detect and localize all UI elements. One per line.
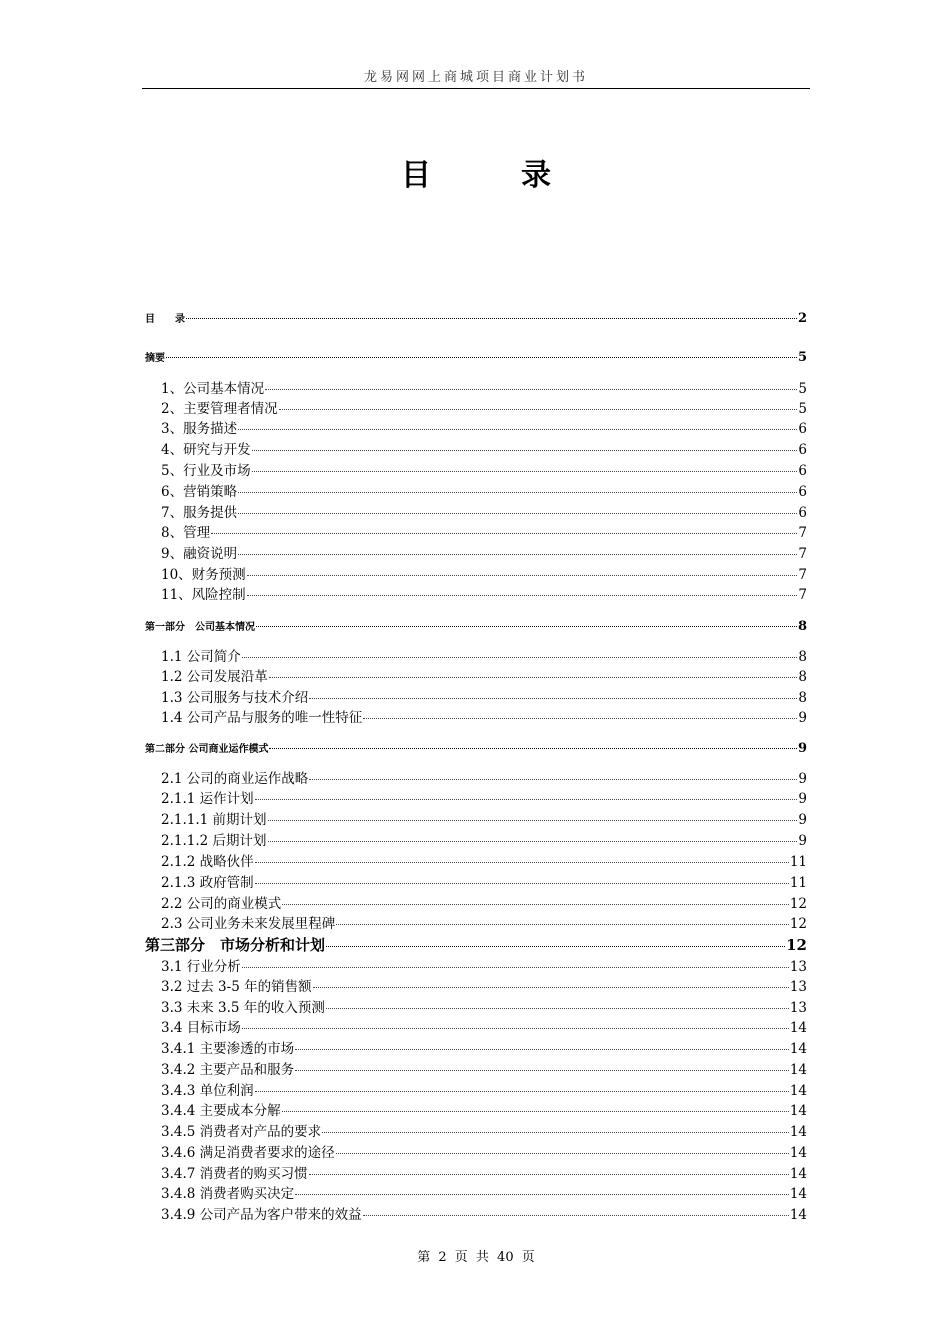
- toc-leader-dots: [295, 1194, 789, 1195]
- toc-entry-page: 8: [797, 619, 807, 634]
- toc-entry-page: 8: [798, 649, 807, 665]
- toc-entry[interactable]: [161, 483, 807, 501]
- toc-entry[interactable]: [161, 441, 807, 459]
- toc-entry-page: 14: [789, 1124, 807, 1140]
- toc-entry[interactable]: [161, 999, 807, 1017]
- toc-entry-page: 11: [789, 854, 807, 870]
- toc-entry-page: 14: [789, 1041, 807, 1057]
- toc-entry-label: 3.4.2 主要产品和服务: [161, 1062, 295, 1078]
- toc-entry-label: 3.3 未来 3.5 年的收入预测: [161, 1000, 325, 1016]
- toc-entry-label: 3.4.8 消费者购买决定: [161, 1186, 295, 1202]
- toc-entry[interactable]: [161, 380, 807, 398]
- toc-entry-page: 7: [798, 587, 807, 603]
- toc-entry-label: 2.1.3 政府管制: [161, 875, 254, 891]
- toc-entry[interactable]: [145, 310, 807, 329]
- toc-entry-label: 1.2 公司发展沿革: [161, 669, 268, 685]
- toc-entry-label: 3.4.5 消费者对产品的要求: [161, 1124, 322, 1140]
- toc-leader-dots: [166, 357, 797, 358]
- toc-leader-dots: [252, 471, 798, 472]
- toc-entry-label: 3.4.1 主要渗透的市场: [161, 1041, 295, 1057]
- toc-entry-page: 14: [789, 1020, 807, 1036]
- toc-entry[interactable]: [161, 1144, 807, 1162]
- toc-entry-label: 1.1 公司简介: [161, 649, 241, 665]
- toc-entry-page: 8: [798, 690, 807, 706]
- toc-entry-label: 2.2 公司的商业模式: [161, 896, 282, 912]
- toc-leader-dots: [309, 698, 797, 699]
- toc-entry[interactable]: [161, 1102, 807, 1120]
- toc-entry-label: 4、研究与开发: [161, 442, 251, 458]
- toc-leader-dots: [279, 409, 798, 410]
- toc-leader-dots: [255, 799, 798, 800]
- toc-leader-dots: [322, 1132, 789, 1133]
- page-header: 龙易网网上商城项目商业计划书: [363, 70, 588, 85]
- toc-entry[interactable]: [161, 709, 807, 727]
- toc-entry-label: 7、服务提供: [161, 505, 238, 521]
- toc-leader-dots: [336, 1153, 789, 1154]
- toc-entry-page: 6: [798, 463, 807, 479]
- toc-entry-page: 12: [789, 896, 807, 912]
- toc-leader-dots: [186, 318, 797, 319]
- toc-leader-dots: [269, 748, 796, 749]
- toc-entry-page: 14: [789, 1207, 807, 1223]
- toc-leader-dots: [242, 657, 798, 658]
- toc-entry-page: 8: [798, 669, 807, 685]
- toc-entry-label: 3.2 过去 3-5 年的销售额: [161, 979, 312, 995]
- toc-leader-dots: [255, 862, 789, 863]
- toc-entry-label: 3.1 行业分析: [161, 959, 241, 975]
- toc-entry[interactable]: [161, 1040, 807, 1058]
- toc-entry[interactable]: [161, 958, 807, 976]
- toc-entry[interactable]: [161, 545, 807, 563]
- toc-entry[interactable]: [161, 1123, 807, 1141]
- toc-entry-label: 5、行业及市场: [161, 463, 251, 479]
- toc-entry[interactable]: [161, 586, 807, 604]
- toc-entry[interactable]: [161, 504, 807, 522]
- toc-entry-page: 13: [789, 1000, 807, 1016]
- toc-leader-dots: [247, 575, 798, 576]
- toc-entry-label: 3、服务描述: [161, 421, 238, 437]
- toc-entry[interactable]: [161, 790, 807, 808]
- toc-leader-dots: [269, 677, 798, 678]
- toc-entry-page: 13: [789, 979, 807, 995]
- toc-leader-dots: [363, 1215, 789, 1216]
- toc-entry-page: 5: [797, 350, 807, 365]
- toc-entry-label: 目 录: [145, 314, 185, 325]
- toc-entry-page: 7: [798, 525, 807, 541]
- toc-entry-label: 10、财务预测: [161, 567, 246, 583]
- toc-entry-page: 5: [798, 381, 807, 397]
- toc-leader-dots: [268, 820, 798, 821]
- toc-entry-label: 1.4 公司产品与服务的唯一性特征: [161, 710, 363, 726]
- toc-entry-label: 6、营销策略: [161, 484, 238, 500]
- toc-entry[interactable]: [145, 740, 807, 759]
- toc-leader-dots: [265, 389, 797, 390]
- toc-entry-label: 3.4.3 单位利润: [161, 1083, 254, 1099]
- toc-entry[interactable]: [145, 349, 807, 368]
- toc-entry[interactable]: [161, 832, 807, 850]
- toc-leader-dots: [295, 1070, 789, 1071]
- toc-entry-label: 3.4.9 公司产品为客户带来的效益: [161, 1207, 362, 1223]
- toc-entry[interactable]: [161, 1082, 807, 1100]
- toc-leader-dots: [211, 533, 797, 534]
- toc-entry-label: 2.3 公司业务未来发展里程碑: [161, 916, 336, 932]
- toc-leader-dots: [363, 718, 797, 719]
- toc-entry-page: 6: [798, 484, 807, 500]
- page-footer: 第 2 页 共 40 页: [417, 1250, 535, 1265]
- toc-entry-label: 2.1.2 战略伙伴: [161, 854, 254, 870]
- toc-entry-page: 14: [789, 1186, 807, 1202]
- toc-entry-label: 8、管理: [161, 525, 211, 541]
- toc-leader-dots: [238, 554, 797, 555]
- toc-leader-dots: [282, 1111, 789, 1112]
- toc-entry-page: 14: [789, 1103, 807, 1119]
- toc-entry-label: 第一部分 公司基本情况: [145, 622, 255, 633]
- toc-leader-dots: [256, 626, 797, 627]
- toc-entry[interactable]: [161, 689, 807, 707]
- toc-entry-page: 14: [789, 1062, 807, 1078]
- toc-entry-label: 2.1.1.1 前期计划: [161, 812, 267, 828]
- toc-leader-dots: [238, 513, 797, 514]
- toc-entry-label: 1.3 公司服务与技术介绍: [161, 690, 309, 706]
- toc-entry[interactable]: [161, 400, 807, 418]
- toc-entry-page: 7: [798, 546, 807, 562]
- toc-leader-dots: [242, 1028, 789, 1029]
- toc-entry-page: 2: [797, 311, 807, 326]
- toc-entry[interactable]: [145, 936, 807, 954]
- toc-entry-page: 13: [789, 959, 807, 975]
- toc-entry[interactable]: [161, 1206, 807, 1224]
- toc-leader-dots: [326, 1008, 789, 1009]
- toc-entry-label: 3.4.6 满足消费者要求的途径: [161, 1145, 335, 1161]
- toc-entry-page: 9: [798, 812, 807, 828]
- toc-entry-page: 14: [789, 1166, 807, 1182]
- toc-leader-dots: [282, 904, 789, 905]
- toc-leader-dots: [252, 450, 798, 451]
- toc-entry[interactable]: [161, 1185, 807, 1203]
- toc-entry[interactable]: [161, 895, 807, 913]
- toc-entry-page: 6: [798, 442, 807, 458]
- toc-leader-dots: [247, 595, 798, 596]
- toc-entry[interactable]: [161, 978, 807, 996]
- toc-entry-page: 11: [789, 875, 807, 891]
- toc-entry-label: 摘要: [145, 353, 165, 364]
- toc-entry-page: 5: [798, 401, 807, 417]
- toc-entry[interactable]: [161, 648, 807, 666]
- doc-title: 目录: [401, 158, 641, 193]
- toc-leader-dots: [268, 841, 798, 842]
- toc-entry[interactable]: [161, 566, 807, 584]
- toc-entry-page: 12: [786, 936, 807, 954]
- toc-leader-dots: [295, 1049, 789, 1050]
- toc-leader-dots: [309, 1174, 789, 1175]
- toc-entry-label: 11、风险控制: [161, 587, 246, 603]
- toc-entry-page: 12: [789, 916, 807, 932]
- toc-entry-label: 9、融资说明: [161, 546, 238, 562]
- toc-entry-label: 2.1.1 运作计划: [161, 791, 254, 807]
- toc-entry[interactable]: [161, 420, 807, 438]
- toc-entry[interactable]: [161, 524, 807, 542]
- toc-entry-page: 14: [789, 1083, 807, 1099]
- toc-entry-page: 14: [789, 1145, 807, 1161]
- toc-entry-page: 9: [797, 741, 807, 756]
- toc-entry[interactable]: [161, 915, 807, 933]
- toc-leader-dots: [313, 987, 789, 988]
- toc-entry-label: 2.1.1.2 后期计划: [161, 833, 267, 849]
- toc-entry[interactable]: [161, 874, 807, 892]
- toc-leader-dots: [238, 429, 797, 430]
- toc-entry-page: 6: [798, 421, 807, 437]
- toc-entry[interactable]: [161, 1165, 807, 1183]
- toc-entry-page: 7: [798, 567, 807, 583]
- toc-leader-dots: [336, 924, 789, 925]
- toc-entry-page: 9: [798, 710, 807, 726]
- toc-entry[interactable]: [161, 668, 807, 686]
- toc-entry[interactable]: [161, 1019, 807, 1037]
- toc-leader-dots: [238, 492, 797, 493]
- toc-leader-dots: [255, 883, 789, 884]
- toc-leader-dots: [242, 967, 789, 968]
- toc-entry-label: 第二部分 公司商业运作模式: [145, 744, 269, 755]
- toc-entry[interactable]: [161, 1061, 807, 1079]
- toc-leader-dots: [309, 779, 797, 780]
- toc-entry[interactable]: [161, 853, 807, 871]
- toc-entry-page: 9: [798, 771, 807, 787]
- toc-entry-label: 第三部分 市场分析和计划: [145, 936, 326, 954]
- toc-leader-dots: [255, 1091, 789, 1092]
- toc-entry-page: 9: [798, 791, 807, 807]
- toc-entry[interactable]: [161, 811, 807, 829]
- toc-leader-dots: [326, 946, 785, 947]
- toc-entry-label: 3.4 目标市场: [161, 1020, 241, 1036]
- toc-entry[interactable]: [145, 618, 807, 637]
- toc-entry-label: 3.4.4 主要成本分解: [161, 1103, 281, 1119]
- toc-entry[interactable]: [161, 462, 807, 480]
- toc-entry[interactable]: [161, 770, 807, 788]
- toc-entry-label: 2、主要管理者情况: [161, 401, 278, 417]
- toc-entry-page: 6: [798, 505, 807, 521]
- toc-entry-page: 9: [798, 833, 807, 849]
- toc-entry-label: 1、公司基本情况: [161, 381, 265, 397]
- toc-entry-label: 3.4.7 消费者的购买习惯: [161, 1166, 308, 1182]
- toc-entry-label: 2.1 公司的商业运作战略: [161, 771, 309, 787]
